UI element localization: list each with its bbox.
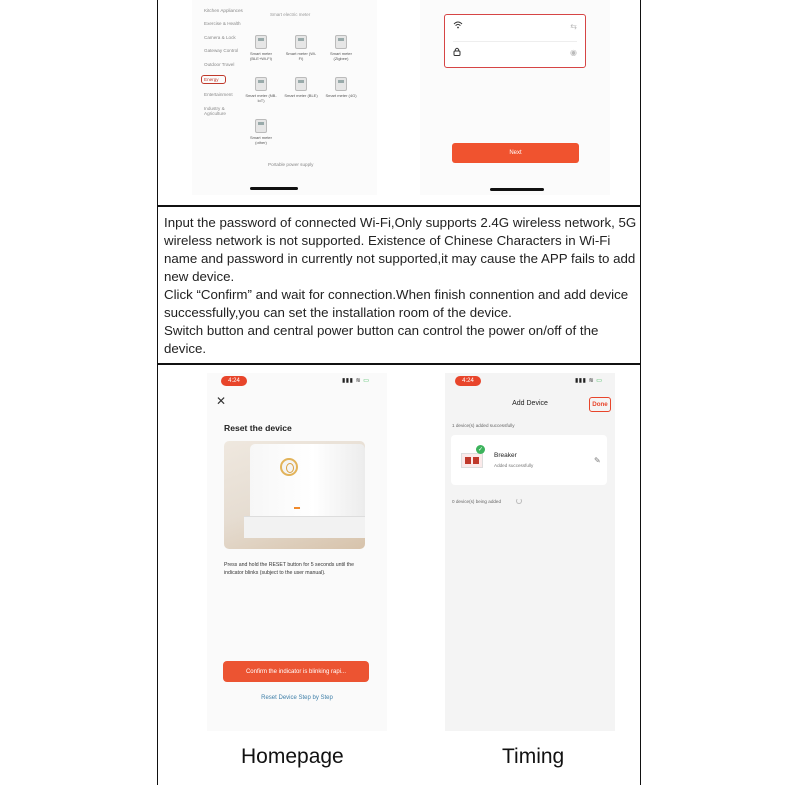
next-button[interactable]: Next bbox=[452, 143, 579, 163]
device-tile[interactable]: Smart meter (NB-IoT) bbox=[244, 77, 278, 103]
category-item-kitchen[interactable]: Kitchen Appliances bbox=[204, 8, 243, 13]
caption-timing: Timing bbox=[502, 745, 565, 768]
page-title: Add Device bbox=[512, 400, 548, 407]
paragraph-confirm: Click “Confirm” and wait for connection.When finish connention and add device successfully,you can set the installation room of the device. bbox=[164, 287, 629, 320]
category-item-entertainment[interactable]: Entertainment bbox=[204, 92, 233, 98]
battery-icon: ▭ bbox=[596, 378, 603, 384]
edit-icon[interactable]: ✎ bbox=[594, 456, 601, 465]
meter-icon bbox=[295, 35, 307, 49]
eye-icon[interactable]: ◉ bbox=[570, 47, 577, 57]
meter-icon bbox=[255, 119, 267, 133]
category-item-gateway[interactable]: Gateway Control bbox=[204, 48, 239, 54]
field-divider bbox=[453, 41, 577, 42]
signal-icon: ▮▮▮ bbox=[342, 378, 354, 384]
page-title: Reset the device bbox=[224, 423, 292, 433]
category-item-exercise[interactable]: Exercise & Health bbox=[204, 21, 241, 27]
wifi-name-field[interactable] bbox=[453, 19, 577, 33]
wifi-credentials-box bbox=[444, 14, 586, 68]
meter-icon bbox=[295, 77, 307, 91]
device-body bbox=[250, 444, 365, 516]
status-time: 4:24 bbox=[221, 376, 247, 386]
category-item-industry[interactable]: Industry & Agriculture bbox=[204, 105, 226, 117]
wifi-password-field[interactable] bbox=[453, 45, 577, 59]
switch-network-icon[interactable]: ⇆ bbox=[570, 21, 577, 31]
signal-icon: ▮▮▮ bbox=[575, 378, 587, 384]
paragraph-wifi: Input the password of connected Wi-Fi,Only supports 2.4G wireless network, 5G wireless network is not supported. Existence of Chinese Characters in Wi-Fi name and password in currently not supported,it may cause the APP fails to add new device. bbox=[164, 215, 637, 284]
home-indicator bbox=[490, 188, 544, 191]
spinner-icon bbox=[516, 498, 522, 504]
device-tile[interactable]: Smart meter (BLE+Wi-Fi) bbox=[244, 35, 278, 61]
status-icons bbox=[342, 377, 369, 384]
divider-top bbox=[157, 205, 641, 207]
add-device-screen bbox=[445, 373, 615, 731]
device-tile[interactable]: Smart meter (Zigbee) bbox=[324, 35, 358, 61]
wifi-icon: ≋ bbox=[355, 378, 362, 384]
check-icon: ✓ bbox=[477, 447, 484, 453]
close-icon[interactable]: ✕ bbox=[216, 394, 227, 408]
device-base bbox=[244, 516, 365, 538]
divider-middle bbox=[157, 363, 641, 365]
status-icons bbox=[575, 377, 602, 384]
device-name: Breaker bbox=[494, 452, 517, 459]
portable-power-label[interactable]: Portable power supply bbox=[268, 162, 314, 167]
confirm-blinking-button[interactable]: Confirm the indicator is blinking rapi... bbox=[223, 661, 369, 682]
wifi-icon: ≋ bbox=[588, 378, 595, 384]
device-tile[interactable]: Smart meter (BLE) bbox=[284, 77, 318, 98]
device-photo bbox=[224, 441, 365, 549]
device-tile[interactable]: Smart meter (4G) bbox=[324, 77, 358, 98]
home-indicator bbox=[250, 187, 298, 190]
lock-icon bbox=[453, 47, 461, 58]
meter-icon bbox=[255, 35, 267, 49]
instructions-text bbox=[164, 214, 638, 358]
device-tile[interactable]: Smart meter (other) bbox=[244, 119, 278, 145]
reset-step-link[interactable]: Reset Device Step by Step bbox=[261, 695, 333, 701]
indicator-led bbox=[294, 507, 300, 509]
done-button[interactable]: Done bbox=[589, 397, 611, 412]
device-category-screen bbox=[192, 0, 377, 195]
meter-icon bbox=[335, 77, 347, 91]
device-card[interactable] bbox=[451, 435, 607, 485]
added-count: 1 device(s) added successfully bbox=[452, 423, 515, 428]
category-header: Smart electric meter bbox=[270, 12, 311, 17]
wifi-icon bbox=[453, 21, 463, 31]
meter-icon bbox=[255, 77, 267, 91]
being-added-count: 0 device(s) being added bbox=[452, 499, 502, 504]
caption-homepage: Homepage bbox=[241, 745, 344, 768]
reset-device-screen bbox=[207, 373, 387, 731]
reset-instruction: Press and hold the RESET button for 5 seconds until the indicator blinks (subject to the user manual). bbox=[224, 562, 354, 576]
wifi-setup-screen bbox=[420, 0, 610, 195]
category-list bbox=[204, 8, 244, 125]
breaker-icon bbox=[461, 453, 483, 468]
device-status: Added successfully bbox=[494, 463, 534, 468]
category-item-camera[interactable]: Camera & Lock bbox=[204, 34, 236, 40]
paragraph-switch: Switch button and central power button can control the power on/off of the device. bbox=[164, 323, 599, 356]
meter-icon bbox=[335, 35, 347, 49]
battery-icon: ▭ bbox=[363, 378, 370, 384]
category-item-outdoor[interactable]: Outdoor Travel bbox=[204, 61, 235, 67]
category-item-energy[interactable]: Energy bbox=[201, 75, 226, 84]
status-time: 4:24 bbox=[455, 376, 481, 386]
device-tile[interactable]: Smart meter (Wi-Fi) bbox=[284, 35, 318, 61]
reset-button-icon bbox=[280, 458, 298, 476]
